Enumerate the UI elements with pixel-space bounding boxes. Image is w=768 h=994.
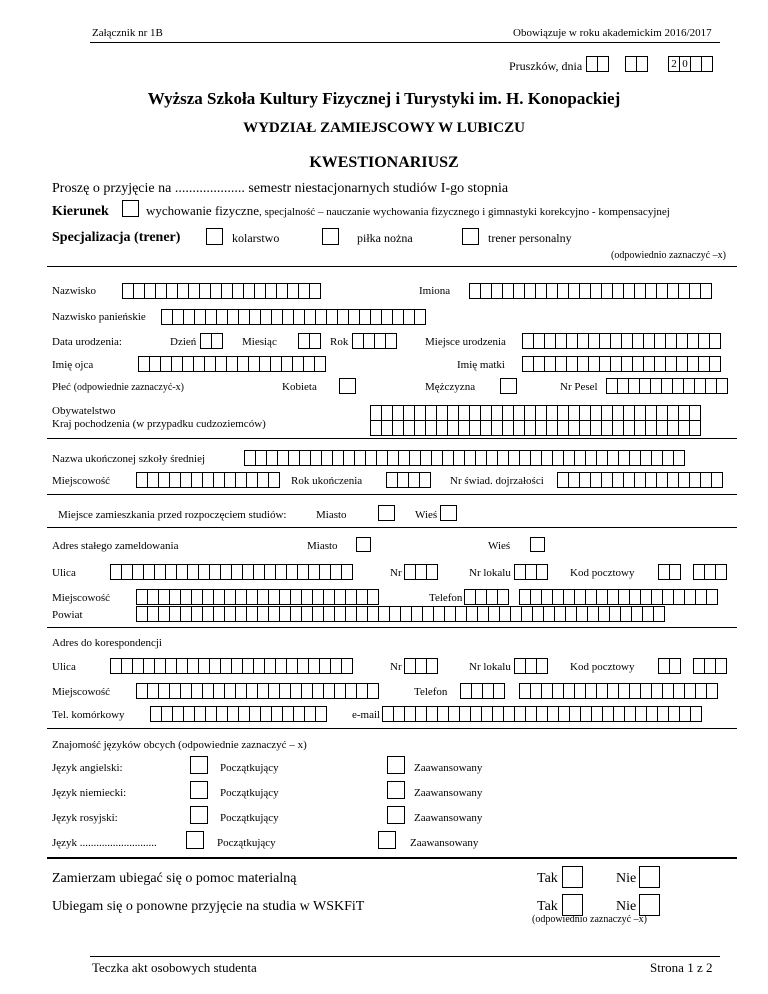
input-cell[interactable] bbox=[653, 606, 665, 622]
input-cell[interactable] bbox=[701, 56, 713, 72]
imiona-label: Imiona bbox=[419, 285, 451, 297]
kobieta-label: Kobieta bbox=[282, 381, 317, 393]
input-cell[interactable] bbox=[268, 472, 280, 488]
input-cell[interactable] bbox=[673, 450, 685, 466]
dzien-label: Dzień bbox=[170, 336, 197, 348]
szkola-miejscowosc-label: Miejscowość bbox=[52, 475, 111, 487]
ponowne-nie-label: Nie bbox=[616, 899, 637, 914]
adres-miasto-label: Miasto bbox=[307, 540, 338, 552]
imie-ojca-label: Imię ojca bbox=[52, 359, 94, 371]
ponowne-tak-checkbox[interactable] bbox=[562, 894, 583, 916]
kraj-label: Kraj pochodzenia (w przypadku cudzoziemców) bbox=[52, 418, 266, 430]
adres-wies-checkbox[interactable] bbox=[530, 537, 545, 552]
kor-kod-cells-b[interactable] bbox=[693, 658, 727, 674]
adres-miasto-checkbox[interactable] bbox=[356, 537, 371, 552]
kod-cells-a[interactable] bbox=[658, 564, 681, 580]
szkola-cells[interactable] bbox=[244, 450, 685, 466]
inny-poczatkujacy-checkbox[interactable] bbox=[186, 831, 204, 849]
tel-kom-label: Tel. komórkowy bbox=[52, 709, 125, 721]
request-note: (odpowiednio zaznaczyć –x) bbox=[611, 250, 726, 261]
nazwisko-cells[interactable] bbox=[122, 283, 321, 299]
nr-swiad-cells[interactable] bbox=[557, 472, 723, 488]
kor-nr-lokalu-cells[interactable] bbox=[514, 658, 548, 674]
kor-kod-label: Kod pocztowy bbox=[570, 661, 635, 673]
input-cell[interactable] bbox=[211, 333, 223, 349]
adres-wies-label: Wieś bbox=[488, 540, 511, 552]
input-cell[interactable] bbox=[689, 405, 701, 421]
email-cells[interactable] bbox=[382, 706, 702, 722]
input-cell[interactable] bbox=[597, 56, 609, 72]
data-urodzenia-label: Data urodzenia: bbox=[52, 336, 122, 348]
miejscowosc-label: Miejscowość bbox=[52, 592, 111, 604]
miejscowosc-cells[interactable] bbox=[136, 589, 379, 605]
input-cell[interactable] bbox=[716, 378, 728, 394]
obywatelstwo-label: Obywatelstwo bbox=[52, 405, 116, 417]
academic-year-label: Obowiązuje w roku akademickim 2016/2017 bbox=[513, 27, 712, 39]
zamieszkanie-miasto-label: Miasto bbox=[316, 509, 347, 521]
nazwisko-panienskie-cells[interactable] bbox=[161, 309, 426, 325]
input-cell[interactable] bbox=[315, 706, 327, 722]
kod-label: Kod pocztowy bbox=[570, 567, 635, 579]
footer-left: Teczka akt osobowych studenta bbox=[92, 960, 257, 975]
miesiac-label: Miesiąc bbox=[242, 336, 277, 348]
kor-kod-cells-a[interactable] bbox=[658, 658, 681, 674]
request-text: Proszę o przyjęcie na .................... semestr niestacjonarnych studiów I-go stopnia bbox=[52, 181, 509, 196]
year-cells[interactable] bbox=[668, 56, 713, 72]
ponowne-nie-checkbox[interactable] bbox=[639, 894, 660, 916]
kor-miejscowosc-cells[interactable] bbox=[136, 683, 379, 699]
szkola-miejscowosc-cells[interactable] bbox=[136, 472, 280, 488]
nazwisko-label: Nazwisko bbox=[52, 285, 96, 297]
section-rule bbox=[47, 438, 737, 439]
adres-title: Adres stałego zameldowania bbox=[52, 540, 179, 552]
inny-zaawansowany-checkbox[interactable] bbox=[378, 831, 396, 849]
ulica-label: Ulica bbox=[52, 567, 76, 579]
pomoc-tak-label: Tak bbox=[537, 871, 558, 886]
pomoc-tak-checkbox[interactable] bbox=[562, 866, 583, 888]
kor-miejscowosc-label: Miejscowość bbox=[52, 686, 111, 698]
obywatelstwo-cells[interactable] bbox=[370, 405, 701, 421]
imie-matki-cells[interactable] bbox=[522, 356, 721, 372]
rosyjski-poczatkujacy-checkbox[interactable] bbox=[190, 806, 208, 824]
pesel-cells[interactable] bbox=[606, 378, 728, 394]
kor-ulica-cells[interactable] bbox=[110, 658, 353, 674]
input-cell[interactable] bbox=[426, 564, 438, 580]
angielski-zaawansowany-checkbox[interactable] bbox=[387, 756, 405, 774]
szkola-label: Nazwa ukończonej szkoły średniej bbox=[52, 453, 206, 465]
miesiac-cells[interactable] bbox=[298, 333, 321, 349]
input-cell[interactable] bbox=[536, 658, 548, 674]
jezyk-niemiecki-label: Język niemiecki: bbox=[52, 787, 127, 799]
nr-label: Nr bbox=[390, 567, 402, 579]
input-cell[interactable] bbox=[314, 356, 326, 372]
input-cell[interactable] bbox=[341, 564, 353, 580]
input-cell[interactable] bbox=[669, 564, 681, 580]
plec-label: Płeć (odpowiednie zaznaczyć-x) bbox=[52, 381, 184, 393]
school-title: Wyższa Szkoła Kultury Fizycznej i Turystyki im. H. Konopackiej bbox=[147, 89, 621, 108]
nazwisko-panienskie-label: Nazwisko panieńskie bbox=[52, 311, 146, 323]
input-cell[interactable] bbox=[669, 658, 681, 674]
trener-personalny-label: trener personalny bbox=[488, 231, 572, 245]
kor-ulica-label: Ulica bbox=[52, 661, 76, 673]
telefon-cells-b[interactable] bbox=[519, 589, 718, 605]
section-rule bbox=[47, 627, 737, 628]
header-rule bbox=[90, 42, 720, 43]
kor-nr-cells[interactable] bbox=[404, 658, 438, 674]
imie-ojca-cells[interactable] bbox=[138, 356, 326, 372]
kor-telefon-cells-b[interactable] bbox=[519, 683, 718, 699]
page-number: Strona 1 z 2 bbox=[650, 960, 713, 975]
miejsce-urodzenia-cells[interactable] bbox=[522, 333, 721, 349]
kor-nr-label: Nr bbox=[390, 661, 402, 673]
poczatkujacy-label: Początkujący bbox=[220, 787, 279, 799]
section-rule bbox=[47, 266, 737, 267]
angielski-poczatkujacy-checkbox[interactable] bbox=[190, 756, 208, 774]
kierunek-label: Kierunek bbox=[52, 204, 109, 219]
telefon-label: Telefon bbox=[429, 592, 463, 604]
jezyk-rosyjski-label: Język rosyjski: bbox=[52, 812, 118, 824]
input-cell[interactable] bbox=[700, 283, 712, 299]
input-cell[interactable] bbox=[309, 283, 321, 299]
input-cell[interactable] bbox=[709, 333, 721, 349]
input-cell[interactable] bbox=[385, 333, 397, 349]
section-rule bbox=[47, 728, 737, 729]
nr-lokalu-label: Nr lokalu bbox=[469, 567, 511, 579]
input-cell[interactable] bbox=[536, 564, 548, 580]
kolarstwo-label: kolarstwo bbox=[232, 231, 280, 245]
input-cell[interactable] bbox=[711, 472, 723, 488]
place-date-label: Pruszków, dnia bbox=[509, 59, 583, 73]
ulica-cells[interactable] bbox=[110, 564, 353, 580]
final-note: (odpowiednio zaznaczyć –x) bbox=[532, 914, 647, 925]
zaawansowany-label: Zaawansowany bbox=[414, 812, 483, 824]
mezczyzna-label: Mężczyzna bbox=[425, 381, 476, 393]
dzien-cells[interactable] bbox=[200, 333, 223, 349]
section-rule bbox=[47, 494, 737, 495]
jezyki-title: Znajomość języków obcych (odpowiednie zaznaczyć – x) bbox=[52, 739, 307, 751]
ponowne-tak-label: Tak bbox=[537, 899, 558, 914]
poczatkujacy-label: Początkujący bbox=[217, 837, 276, 849]
jezyk-inny-label: Język ............................ bbox=[52, 837, 157, 849]
input-cell[interactable] bbox=[706, 683, 718, 699]
pomoc-nie-label: Nie bbox=[616, 871, 637, 886]
poczatkujacy-label: Początkujący bbox=[220, 812, 279, 824]
input-cell[interactable] bbox=[715, 658, 727, 674]
zaawansowany-label: Zaawansowany bbox=[414, 762, 483, 774]
niemiecki-poczatkujacy-checkbox[interactable] bbox=[190, 781, 208, 799]
input-cell[interactable] bbox=[497, 589, 509, 605]
zamieszkanie-wies-label: Wieś bbox=[415, 509, 438, 521]
footer-rule bbox=[90, 956, 720, 957]
input-cell[interactable] bbox=[341, 658, 353, 674]
input-cell[interactable] bbox=[367, 589, 379, 605]
nr-lokalu-cells[interactable] bbox=[514, 564, 548, 580]
input-cell[interactable] bbox=[419, 472, 431, 488]
year-digit: 0 bbox=[679, 56, 691, 72]
pilka-nozna-label: piłka nożna bbox=[357, 231, 413, 245]
year-digit: 2 bbox=[668, 56, 680, 72]
input-cell[interactable] bbox=[706, 589, 718, 605]
rok-ukonczenia-label: Rok ukończenia bbox=[291, 475, 363, 487]
zamieszkanie-miasto-checkbox[interactable] bbox=[378, 505, 395, 521]
jezyk-angielski-label: Język angielski: bbox=[52, 762, 123, 774]
imie-matki-label: Imię matki bbox=[457, 359, 505, 371]
tel-kom-cells[interactable] bbox=[150, 706, 327, 722]
powiat-label: Powiat bbox=[52, 609, 83, 621]
input-cell[interactable] bbox=[709, 356, 721, 372]
kierunek-checkbox[interactable] bbox=[122, 200, 139, 217]
input-cell[interactable] bbox=[367, 683, 379, 699]
nr-swiad-label: Nr świad. dojrzałości bbox=[450, 475, 544, 487]
input-cell[interactable] bbox=[715, 564, 727, 580]
kor-telefon-label: Telefon bbox=[414, 686, 448, 698]
zamieszkanie-label: Miejsce zamieszkania przed rozpoczęciem studiów: bbox=[58, 509, 287, 521]
kraj-cells[interactable] bbox=[370, 420, 701, 436]
faculty-title: WYDZIAŁ ZAMIEJSCOWY W LUBICZU bbox=[243, 120, 525, 136]
ponowne-przyjecie-question: Ubiegam się o ponowne przyjęcie na studia w WSKFiT bbox=[52, 899, 365, 914]
kor-telefon-cells-a[interactable] bbox=[460, 683, 505, 699]
kod-cells-b[interactable] bbox=[693, 564, 727, 580]
mezczyzna-checkbox[interactable] bbox=[500, 378, 517, 394]
zamieszkanie-wies-checkbox[interactable] bbox=[440, 505, 457, 521]
rok-label: Rok bbox=[330, 336, 349, 348]
attachment-label: Załącznik nr 1B bbox=[92, 27, 163, 39]
input-cell[interactable] bbox=[426, 658, 438, 674]
niemiecki-zaawansowany-checkbox[interactable] bbox=[387, 781, 405, 799]
pomoc-materialna-question: Zamierzam ubiegać się o pomoc materialną bbox=[52, 871, 297, 886]
miejsce-urodzenia-label: Miejsce urodzenia bbox=[425, 336, 506, 348]
kor-nr-lokalu-label: Nr lokalu bbox=[469, 661, 511, 673]
trener-personalny-checkbox[interactable] bbox=[462, 228, 479, 245]
input-cell[interactable] bbox=[493, 683, 505, 699]
pesel-label: Nr Pesel bbox=[560, 381, 598, 393]
powiat-cells[interactable] bbox=[136, 606, 665, 622]
zaawansowany-label: Zaawansowany bbox=[414, 787, 483, 799]
specjalizacja-label: Specjalizacja (trener) bbox=[52, 230, 181, 245]
kobieta-checkbox[interactable] bbox=[339, 378, 356, 394]
zaawansowany-label: Zaawansowany bbox=[410, 837, 479, 849]
form-title: KWESTIONARIUSZ bbox=[309, 154, 459, 171]
input-cell[interactable] bbox=[690, 706, 702, 722]
section-rule bbox=[47, 527, 737, 528]
input-cell[interactable] bbox=[309, 333, 321, 349]
nr-cells[interactable] bbox=[404, 564, 438, 580]
section-rule bbox=[47, 857, 737, 859]
input-cell[interactable] bbox=[636, 56, 648, 72]
poczatkujacy-label: Początkujący bbox=[220, 762, 279, 774]
imiona-cells[interactable] bbox=[469, 283, 712, 299]
day-cells[interactable] bbox=[586, 56, 609, 72]
kierunek-text: wychowanie fizyczne, specjalność – nauczanie wychowania fizycznego i gimnastyki korekcyjno - kompensacyjnej bbox=[146, 203, 670, 218]
pilka-nozna-checkbox[interactable] bbox=[322, 228, 339, 245]
pomoc-nie-checkbox[interactable] bbox=[639, 866, 660, 888]
input-cell[interactable] bbox=[689, 420, 701, 436]
rok-ukonczenia-cells[interactable] bbox=[386, 472, 431, 488]
korespondencja-title: Adres do korespondencji bbox=[52, 637, 162, 649]
month-cells[interactable] bbox=[625, 56, 648, 72]
rosyjski-zaawansowany-checkbox[interactable] bbox=[387, 806, 405, 824]
email-label: e-mail bbox=[352, 709, 381, 721]
input-cell[interactable] bbox=[414, 309, 426, 325]
kolarstwo-checkbox[interactable] bbox=[206, 228, 223, 245]
telefon-cells-a[interactable] bbox=[464, 589, 509, 605]
rok-cells[interactable] bbox=[352, 333, 397, 349]
